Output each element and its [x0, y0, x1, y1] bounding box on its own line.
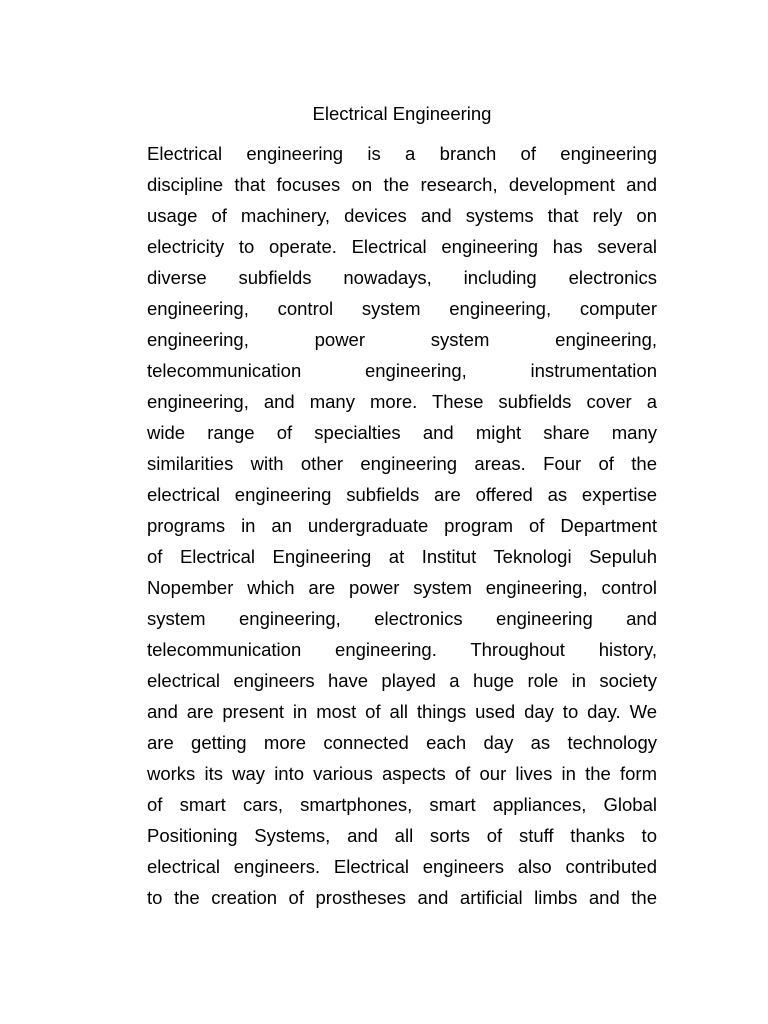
document-title: Electrical Engineering: [312, 103, 492, 124]
body-line: wide range of specialties and might share many: [147, 422, 657, 443]
body-line: diverse subfields nowadays, including electronics: [147, 267, 657, 288]
body-line: Positioning Systems, and all sorts of stuff thanks to: [147, 825, 657, 846]
body-line: electrical engineers have played a huge role in society: [147, 670, 657, 691]
body-line: programs in an undergraduate program of Department: [147, 515, 657, 536]
body-line: and are present in most of all things used day to day. We: [147, 701, 657, 722]
document-body: [147, 138, 657, 913]
body-line: similarities with other engineering areas. Four of the: [147, 453, 657, 474]
body-line: system engineering, electronics engineering and: [147, 608, 657, 629]
body-line: Nopember which are power system engineering, control: [147, 577, 657, 598]
body-line: of Electrical Engineering at Institut Teknologi Sepuluh: [147, 546, 657, 567]
body-line: telecommunication engineering. Throughout history,: [147, 639, 657, 660]
body-line: electrical engineers. Electrical engineers also contributed: [147, 856, 657, 877]
body-line: electricity to operate. Electrical engineering has several: [147, 236, 657, 257]
body-line: discipline that focuses on the research, development and: [147, 174, 657, 195]
body-line: Electrical engineering is a branch of engineering: [147, 143, 657, 164]
body-line: are getting more connected each day as technology: [147, 732, 657, 753]
body-line: telecommunication engineering, instrumentation: [147, 360, 657, 381]
body-line: usage of machinery, devices and systems that rely on: [147, 205, 657, 226]
body-line: engineering, control system engineering, computer: [147, 298, 657, 319]
body-line: engineering, power system engineering,: [147, 329, 657, 350]
body-line: of smart cars, smartphones, smart appliances, Global: [147, 794, 657, 815]
body-line: electrical engineering subfields are offered as expertise: [147, 484, 657, 505]
body-line: to the creation of prostheses and artificial limbs and the: [147, 887, 657, 908]
body-line: works its way into various aspects of our lives in the form: [147, 763, 657, 784]
body-line: engineering, and many more. These subfields cover a: [147, 391, 657, 412]
